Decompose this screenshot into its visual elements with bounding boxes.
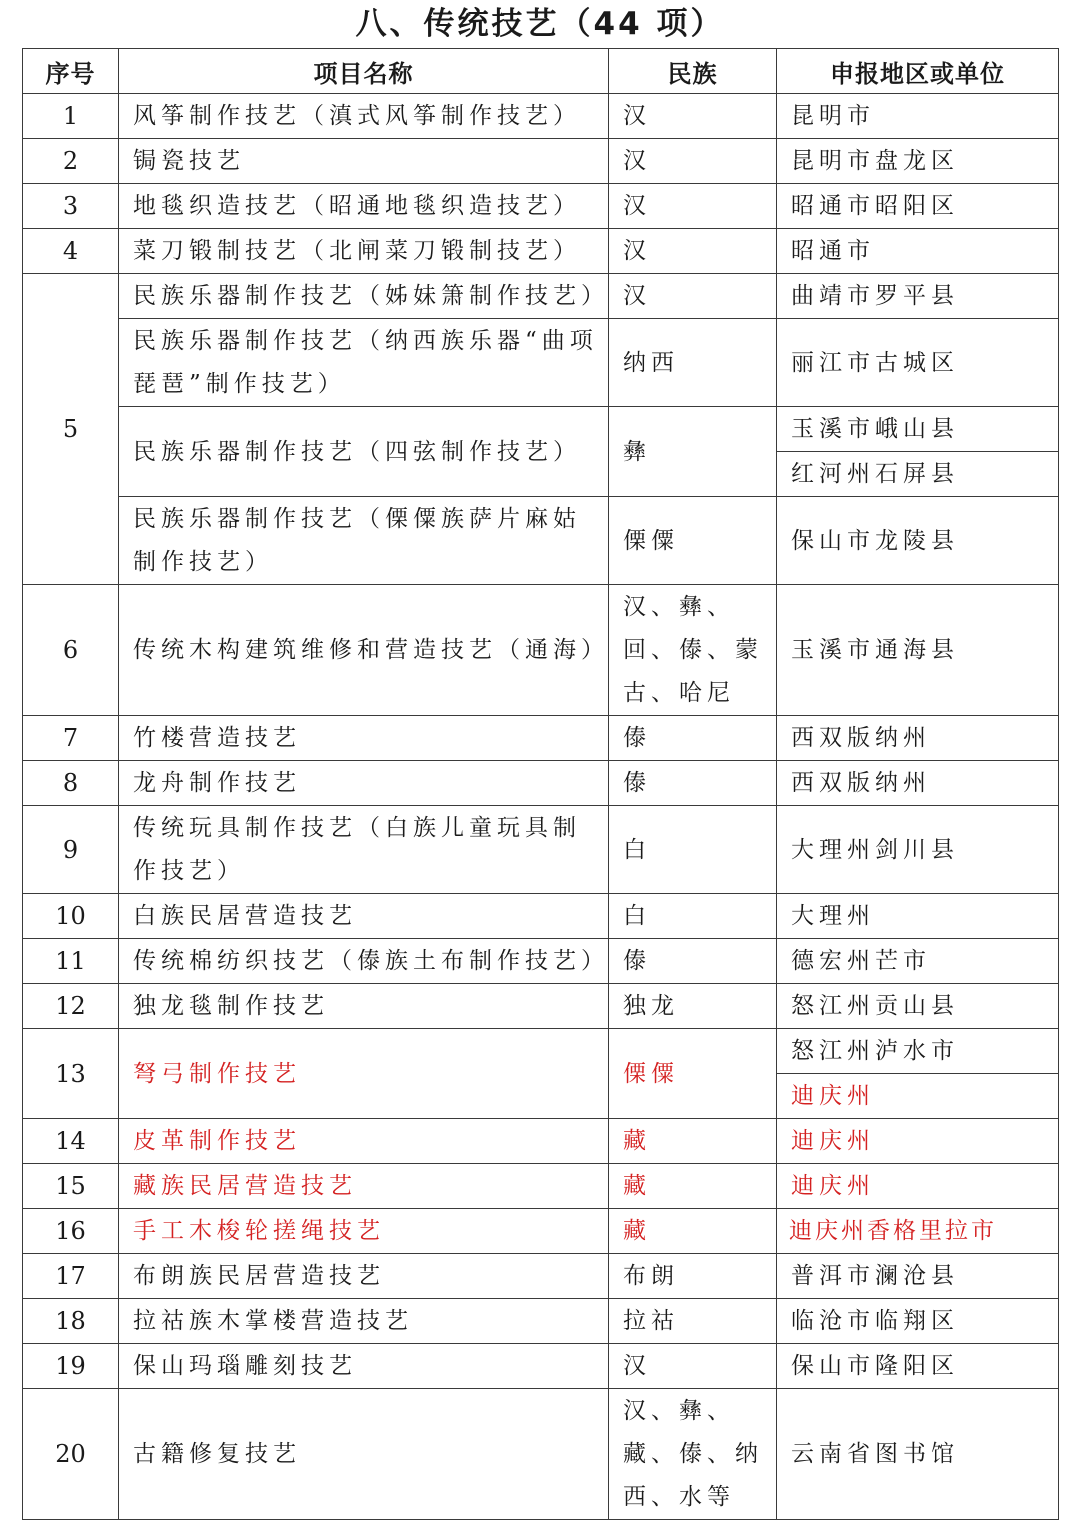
row-region: 云南省图书馆 <box>777 1389 1059 1520</box>
row-ethnic: 汉、彝、回、傣、蒙古、哈尼 <box>609 585 777 716</box>
row-region: 大理州剑川县 <box>777 806 1059 894</box>
row-name: 弩弓制作技艺 <box>119 1029 609 1119</box>
row-ethnic: 傣 <box>609 761 777 806</box>
table-row <box>23 1344 1059 1389</box>
header-region: 申报地区或单位 <box>777 49 1059 94</box>
table-row <box>23 229 1059 274</box>
page-title: 八、传统技艺（44 项） <box>355 6 725 42</box>
table-row <box>23 407 1059 452</box>
row-name: 手工木梭轮搓绳技艺 <box>119 1209 609 1254</box>
table-row <box>23 1389 1059 1520</box>
row-region: 西双版纳州 <box>777 761 1059 806</box>
row-name: 民族乐器制作技艺（姊妹箫制作技艺） <box>119 274 609 319</box>
table-row <box>23 806 1059 894</box>
row-num: 19 <box>23 1344 119 1389</box>
row-num: 12 <box>23 984 119 1029</box>
row-ethnic: 藏 <box>609 1119 777 1164</box>
row-ethnic: 藏 <box>609 1164 777 1209</box>
row-region: 昆明市盘龙区 <box>777 139 1059 184</box>
row-num: 1 <box>23 94 119 139</box>
row-ethnic: 拉祜 <box>609 1299 777 1344</box>
row-name: 风筝制作技艺（滇式风筝制作技艺） <box>119 94 609 139</box>
table-row <box>23 1299 1059 1344</box>
row-name: 传统玩具制作技艺（白族儿童玩具制作技艺） <box>119 806 609 894</box>
row-ethnic: 傈僳 <box>609 1029 777 1119</box>
table-row <box>23 984 1059 1029</box>
row-name: 菜刀锻制技艺（北闸菜刀锻制技艺） <box>119 229 609 274</box>
row-name: 民族乐器制作技艺（纳西族乐器“曲项琵琶”制作技艺） <box>119 319 609 407</box>
table-row <box>23 939 1059 984</box>
row-name: 独龙毯制作技艺 <box>119 984 609 1029</box>
table-row <box>23 274 1059 319</box>
row-num: 16 <box>23 1209 119 1254</box>
row-ethnic: 独龙 <box>609 984 777 1029</box>
row-name: 古籍修复技艺 <box>119 1389 609 1520</box>
row-ethnic: 布朗 <box>609 1254 777 1299</box>
row-name: 皮革制作技艺 <box>119 1119 609 1164</box>
row-num: 8 <box>23 761 119 806</box>
row-num: 17 <box>23 1254 119 1299</box>
row-num: 20 <box>23 1389 119 1520</box>
row-name: 传统棉纺织技艺（傣族土布制作技艺） <box>119 939 609 984</box>
row-name: 传统木构建筑维修和营造技艺（通海） <box>119 585 609 716</box>
header-ethnic: 民族 <box>609 49 777 94</box>
row-region: 大理州 <box>777 894 1059 939</box>
row-num: 3 <box>23 184 119 229</box>
row-name: 拉祜族木掌楼营造技艺 <box>119 1299 609 1344</box>
heritage-table <box>22 48 1059 1520</box>
row-num: 6 <box>23 585 119 716</box>
row-name: 锔瓷技艺 <box>119 139 609 184</box>
row-ethnic: 汉 <box>609 139 777 184</box>
row-region: 曲靖市罗平县 <box>777 274 1059 319</box>
row-region: 玉溪市通海县 <box>777 585 1059 716</box>
row-region: 迪庆州 <box>777 1164 1059 1209</box>
row-region: 迪庆州 <box>777 1074 1059 1119</box>
table-row <box>23 1209 1059 1254</box>
row-name: 民族乐器制作技艺（傈僳族萨片麻姑制作技艺） <box>119 497 609 585</box>
row-region: 丽江市古城区 <box>777 319 1059 407</box>
row-ethnic: 傣 <box>609 716 777 761</box>
row-num: 5 <box>23 274 119 585</box>
row-region: 玉溪市峨山县 <box>777 407 1059 452</box>
row-num: 9 <box>23 806 119 894</box>
table-row <box>23 761 1059 806</box>
table-row <box>23 894 1059 939</box>
table-row <box>23 1029 1059 1074</box>
table-row <box>23 319 1059 407</box>
row-ethnic: 傣 <box>609 939 777 984</box>
row-region: 保山市隆阳区 <box>777 1344 1059 1389</box>
row-ethnic: 汉 <box>609 1344 777 1389</box>
table-row <box>23 139 1059 184</box>
row-num: 13 <box>23 1029 119 1119</box>
row-ethnic: 白 <box>609 894 777 939</box>
row-region: 德宏州芒市 <box>777 939 1059 984</box>
row-num: 11 <box>23 939 119 984</box>
table-row <box>23 585 1059 716</box>
row-ethnic: 白 <box>609 806 777 894</box>
table-row <box>23 184 1059 229</box>
row-name: 白族民居营造技艺 <box>119 894 609 939</box>
row-name: 龙舟制作技艺 <box>119 761 609 806</box>
row-num: 2 <box>23 139 119 184</box>
row-num: 4 <box>23 229 119 274</box>
table-header-row <box>23 49 1059 94</box>
header-name: 项目名称 <box>119 49 609 94</box>
row-ethnic: 藏 <box>609 1209 777 1254</box>
row-region: 普洱市澜沧县 <box>777 1254 1059 1299</box>
row-region: 迪庆州香格里拉市 <box>777 1209 1059 1254</box>
row-region: 昭通市 <box>777 229 1059 274</box>
table-row <box>23 1164 1059 1209</box>
table-row <box>23 1119 1059 1164</box>
row-region: 迪庆州 <box>777 1119 1059 1164</box>
header-num: 序号 <box>23 49 119 94</box>
row-ethnic: 汉 <box>609 229 777 274</box>
row-ethnic: 汉 <box>609 274 777 319</box>
row-region: 红河州石屏县 <box>777 452 1059 497</box>
table-row <box>23 716 1059 761</box>
row-region: 昭通市昭阳区 <box>777 184 1059 229</box>
row-ethnic: 彝 <box>609 407 777 497</box>
row-ethnic: 汉 <box>609 184 777 229</box>
row-name: 保山玛瑙雕刻技艺 <box>119 1344 609 1389</box>
row-name: 布朗族民居营造技艺 <box>119 1254 609 1299</box>
row-region: 怒江州贡山县 <box>777 984 1059 1029</box>
row-name: 地毯织造技艺（昭通地毯织造技艺） <box>119 184 609 229</box>
row-name: 藏族民居营造技艺 <box>119 1164 609 1209</box>
row-num: 18 <box>23 1299 119 1344</box>
row-ethnic: 纳西 <box>609 319 777 407</box>
row-region: 保山市龙陵县 <box>777 497 1059 585</box>
row-name: 竹楼营造技艺 <box>119 716 609 761</box>
row-region: 怒江州泸水市 <box>777 1029 1059 1074</box>
row-ethnic: 汉、彝、藏、傣、纳西、水等 <box>609 1389 777 1520</box>
row-num: 7 <box>23 716 119 761</box>
row-ethnic: 傈僳 <box>609 497 777 585</box>
table-row <box>23 1254 1059 1299</box>
row-region: 昆明市 <box>777 94 1059 139</box>
table-row <box>23 94 1059 139</box>
row-num: 15 <box>23 1164 119 1209</box>
row-region: 临沧市临翔区 <box>777 1299 1059 1344</box>
row-name: 民族乐器制作技艺（四弦制作技艺） <box>119 407 609 497</box>
table-row <box>23 497 1059 585</box>
row-num: 10 <box>23 894 119 939</box>
row-num: 14 <box>23 1119 119 1164</box>
row-region: 西双版纳州 <box>777 716 1059 761</box>
row-ethnic: 汉 <box>609 94 777 139</box>
